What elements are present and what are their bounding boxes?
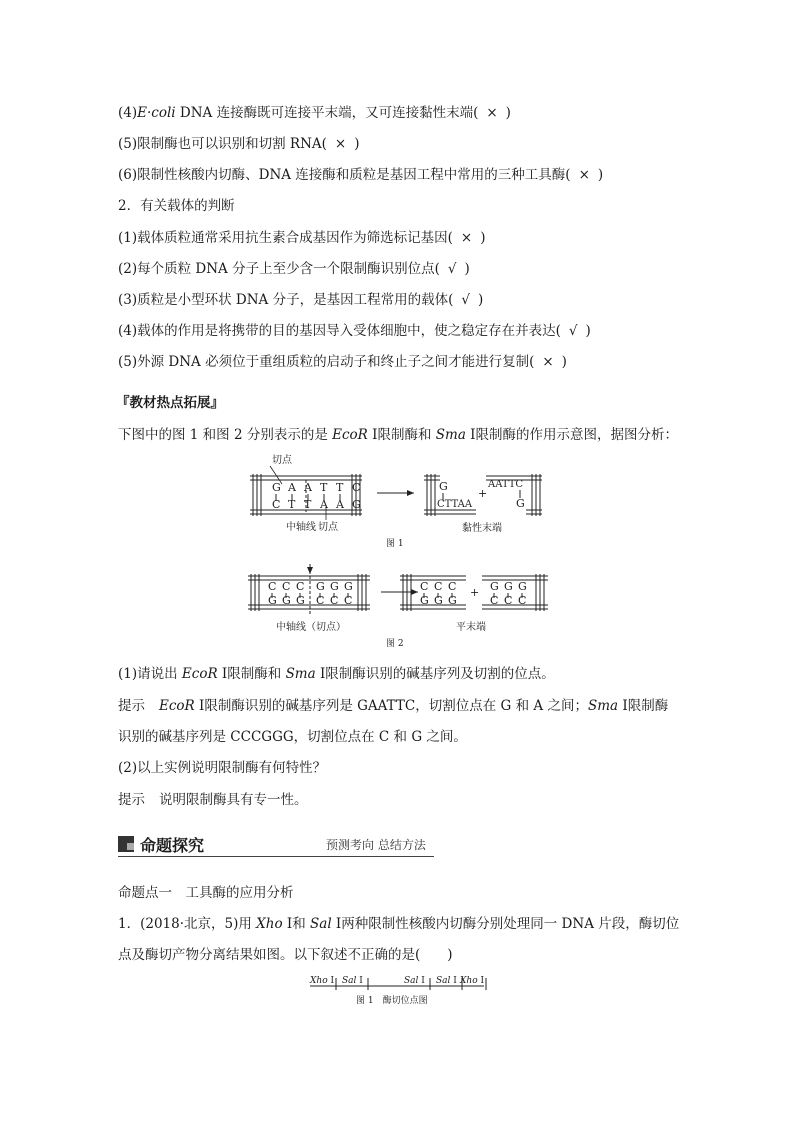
hotspot-title: 『教材热点拓展』 (116, 395, 224, 411)
axis-label: 中轴线（切点） (276, 622, 346, 633)
map-enzyme-label: Sal Ⅰ (436, 976, 457, 986)
vector-item-3: (3)质粒是小型环状 DNA 分子，是基因工程常用的载体( √ ) (118, 292, 484, 308)
base-top: G (344, 580, 353, 593)
left-fragment-top: C (420, 580, 429, 593)
section2-heading: 2．有关载体的判断 (118, 198, 235, 214)
base-top: C (268, 580, 277, 593)
question-2: (2)以上实例说明限制酶有何特性？ (118, 760, 327, 776)
base-top: A (288, 481, 296, 494)
base-top: G (272, 481, 281, 494)
left-fragment-bottom: G (448, 594, 457, 607)
map-enzyme-label: Sal Ⅰ (342, 976, 363, 986)
vector-item-2: (2)每个质粒 DNA 分子上至少含一个限制酶识别位点( √ ) (118, 261, 470, 277)
base-top: G (316, 580, 325, 593)
section-square-accent (127, 843, 134, 850)
answer-1: 提示 EcoR Ⅰ限制酶识别的碱基序列是 GAATTC，切割位点在 G 和 A 之间；Sma Ⅰ限制酶 (118, 698, 669, 714)
question-2018-line1: 1．(2018·北京，5)用 Xho Ⅰ和 Sal Ⅰ两种限制性核酸内切酶分别处理同一 DNA 片段，酶切位 (118, 916, 680, 932)
cut-site-label-top: 切点 (272, 455, 292, 466)
base-top: C (282, 580, 291, 593)
blunt-end-label: 平末端 (456, 622, 486, 633)
right-fragment-top: G (490, 580, 499, 593)
section-rule (118, 856, 434, 857)
proposition-point: 命题点一 工具酶的应用分析 (118, 885, 294, 901)
right-fragment-bottom: C (518, 594, 527, 607)
left-fragment-top: C (434, 580, 443, 593)
base-bottom: T (304, 498, 312, 511)
left-fragment-bottom: G (434, 594, 443, 607)
map-enzyme-label: Xho Ⅰ (310, 976, 335, 986)
base-bottom: G (268, 594, 277, 607)
base-top: C (296, 580, 305, 593)
hotspot-intro: 下图中的图 1 和图 2 分别表示的是 EcoR Ⅰ限制酶和 Sma Ⅰ限制酶的作用示意图，据图分析： (118, 427, 679, 443)
right-fragment-bottom: G (516, 497, 525, 510)
vector-item-4: (4)载体的作用是将携带的目的基因导入受体细胞中，使之稳定存在并表达( √ ) (118, 323, 591, 339)
base-bottom: C (330, 594, 339, 607)
base-bottom: C (316, 594, 325, 607)
axis-label: 中轴线 (286, 522, 316, 533)
judgment-item-5: (5)限制酶也可以识别和切割 RNA( × ) (118, 136, 360, 152)
figure-2-caption: 图 2 (386, 639, 404, 649)
base-bottom: A (320, 498, 328, 511)
figure-2 (248, 564, 548, 614)
section-header (118, 832, 434, 858)
base-bottom: T (288, 498, 296, 511)
right-fragment-bottom: C (504, 594, 513, 607)
base-top: T (336, 481, 344, 494)
plus-sign: + (478, 487, 488, 500)
base-bottom: G (296, 594, 305, 607)
question-1: (1)请说出 EcoR Ⅰ限制酶和 Sma Ⅰ限制酶识别的碱基序列及切割的位点。 (118, 666, 555, 682)
base-top: C (352, 481, 361, 494)
section-subtitle: 预测考向 总结方法 (326, 838, 426, 852)
right-fragment-top: AATTC (488, 479, 524, 490)
base-bottom: A (336, 498, 344, 511)
left-fragment-top: G (439, 480, 448, 493)
vector-item-1: (1)载体质粒通常采用抗生素合成基因作为筛选标记基因( × ) (118, 230, 486, 246)
base-bottom: C (272, 498, 281, 511)
vector-item-5: (5)外源 DNA 必须位于重组质粒的启动子和终止子之间才能进行复制( × ) (118, 354, 567, 370)
right-fragment-bottom: C (490, 594, 499, 607)
question-2018-line2: 点及酶切产物分离结果如图。以下叙述不正确的是( ) (118, 947, 453, 963)
base-bottom: C (344, 594, 353, 607)
answer-1-cont: 识别的碱基序列是 CCCGGG，切割位点在 C 和 G 之间。 (118, 729, 467, 745)
judgment-item-6: (6)限制性核酸内切酶、DNA 连接酶和质粒是基因工程中常用的三种工具酶( × ) (118, 167, 604, 183)
right-fragment-top: G (504, 580, 513, 593)
left-fragment-bottom: CTTAA (437, 499, 473, 510)
base-top: G (330, 580, 339, 593)
map-caption: 图 1 酶切位点图 (356, 996, 428, 1006)
left-fragment-bottom: G (420, 594, 429, 607)
section-title: 命题探究 (140, 836, 205, 855)
base-top: A (304, 481, 312, 494)
restriction-map (0, 968, 794, 1018)
base-top: T (320, 481, 328, 494)
base-bottom: G (282, 594, 291, 607)
cut-site-label-bottom: 切点 (318, 522, 338, 533)
answer-2: 提示 说明限制酶具有专一性。 (118, 792, 308, 808)
map-enzyme-label: Xho Ⅰ (460, 976, 485, 986)
plus-sign: + (470, 586, 480, 599)
sticky-end-label: 黏性末端 (462, 523, 502, 534)
judgment-item-4: (4)E·coli DNA 连接酶既可连接平末端，又可连接黏性末端( × ) (118, 105, 511, 121)
base-bottom: G (352, 498, 361, 511)
right-fragment-top: G (518, 580, 527, 593)
left-fragment-top: C (448, 580, 457, 593)
map-enzyme-label: Sal Ⅰ (404, 976, 425, 986)
figure-1-caption: 图 1 (386, 539, 404, 549)
